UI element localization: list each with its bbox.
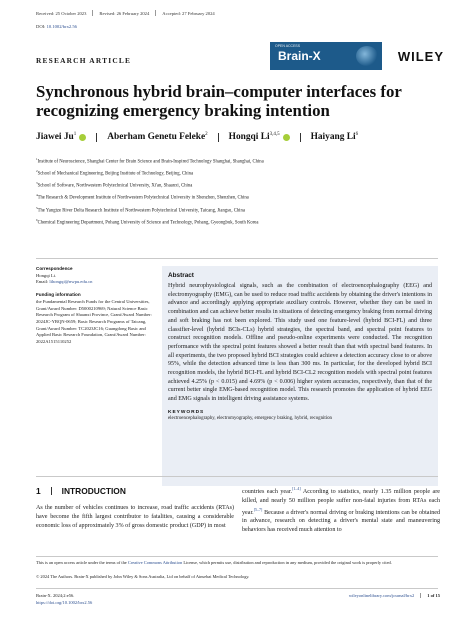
article-title: Synchronous hybrid brain–computer interfaces for recognizing emergency braking intention <box>36 82 402 120</box>
article-dates <box>36 10 215 16</box>
correspondence-heading: Correspondence <box>36 266 73 271</box>
funding-heading: Funding information <box>36 292 81 298</box>
keywords-heading: KEYWORDS <box>168 409 205 415</box>
date-separator <box>92 10 93 16</box>
abstract-heading: Abstract <box>168 272 194 279</box>
author-separator <box>300 133 301 142</box>
section-number: 1 <box>36 486 41 496</box>
license-link[interactable]: Creative Commons Attribution <box>127 560 183 565</box>
body-column-right: countries each year.[1–4] According to statistics, nearly 1.35 million people are killed, and nearly 50 million people suffer non-fatal injuries from RTAs each year.[5–7] Because a driver's normal driving or braking intentions can be obtained in advance, research on detecting a driver's mental state and maneuvering behaviors has received much attention to <box>242 486 440 534</box>
publisher-logo[interactable]: WILEY <box>397 48 444 64</box>
license-notice: This is an open access article under the terms of the Creative Commons Attribution License, which permits use, distribution and reproduction in any medium, provided the original work is properly cited. <box>36 560 392 565</box>
article-sidebar <box>36 266 156 346</box>
doi-label: DOI: <box>36 24 47 29</box>
divider <box>36 258 438 259</box>
affiliations <box>36 155 456 228</box>
funding-text: the Fundamental Research Funds for the Central Universities, Grant/Award Number: D5000210969; Natural Science Basic Research Program of Shaanxi Province, Grant/Award Number: 2024JC-YBQN-0659; Basic Research Programs of Taicang, Grant/Award Number: TC2023JC16; Guangdong Basic and Applied Basic Research Foundation, Grant/Award Number: 2022A1515110252 <box>36 298 152 345</box>
footer-doi-link[interactable]: https://doi.org/10.1002/brx2.56 <box>36 599 93 605</box>
author-name[interactable]: Jiawei Ju$^1$ <box>36 132 77 143</box>
author-list <box>36 132 358 142</box>
affiliation-item: $^3$School of Software, Northwestern Polytechnical University, Xi'an, Shaanxi, China <box>36 181 193 189</box>
journal-citation: Brain-X. 2024;2:e56. <box>36 593 75 598</box>
affiliation-item: $^2$School of Mechanical Engineering, Beijing Institute of Technology, Beijing, China <box>36 169 194 177</box>
journal-name: Brain-X <box>278 49 321 63</box>
affiliation-item: $^4$The Research & Development Institute of Northwestern Polytechnical University in Shenzhen, Shenzhen, China <box>36 193 249 202</box>
journal-url-link[interactable]: wileyonlinelibrary.com/journal/brx2 <box>348 593 415 598</box>
divider <box>36 476 438 477</box>
journal-logo[interactable] <box>270 42 382 70</box>
email-link[interactable]: lihongqi@nwpu.edu.cn <box>49 279 93 285</box>
keywords-text: electroencephalography, electromyography, emergency braking, hybrid, recognition <box>168 415 332 421</box>
abstract-text: Hybrid neurophysiological signals, such as the combination of electroencephalography (EEG) and electromyography (EMG), can be used to reduce road traffic accidents by obtaining the driver's intentions in advance and accordingly applying appropriate auxiliary controls. However, whether they can be used in combination and can achieve better results in situations of detecting emergency braking from normal driving and soft braking has not been explored. This study used one feature-level (hybrid BCI-FL) and three classifier-level (hybrid BCIs-CLs) hybrid strategies, the spectral band, and spectral point features to construct recognition models. Offline and pseudo-online experiments were conducted. The recognition performance with the spectral point features showed a better result than that with spectral band features. In all experiments, the two proposed hybrid BCI strategies could achieve a detection accuracy close to or above 95%, while the detection advanced time is less than 300 ms. In particular, for the developed hybrid BCI recognition models, the hybrid BCI-FL and hybrid BCI-CL2 recognition models with spectral point features achieved 4.25% (p < 0.015) and 4.69% (p < 0.006) higher system accuracies, respectively, than that of the current better single EMG-based recognition model. This research promotes the application of hybrid EEG and EMG signals in intelligent driving assistance systems. <box>168 283 432 403</box>
citation-link[interactable]: [5–7] <box>253 506 263 512</box>
section-label: RESEARCH ARTICLE <box>36 56 132 65</box>
orcid-icon[interactable] <box>79 134 86 141</box>
affiliation-item: $^5$The Yangtze River Delta Research Institute of Northwestern Polytechnical University, Taicang, Jiangsu, China <box>36 205 245 214</box>
journal-banner <box>270 42 444 70</box>
received-date: Received: 25 October 2023 <box>36 10 87 16</box>
open-access-badge: OPEN ACCESS <box>275 44 301 48</box>
date-separator <box>155 10 156 16</box>
author-name[interactable]: Aberham Genetu Feleke$^2$ <box>107 132 208 143</box>
brain-graphic-icon <box>356 46 378 66</box>
correspondence-name: Hongqi Li. <box>36 272 57 278</box>
author-separator <box>96 133 97 142</box>
revised-date: Revised: 26 February 2024 <box>99 10 150 16</box>
section-title: INTRODUCTION <box>61 486 126 496</box>
affiliation-item: $^6$Chemical Engineering Department, Pohang University of Science and Technology, Pohang, Gyeongbuk, South Korea <box>36 217 259 226</box>
correspondence-email: Email: lihongqi@nwpu.edu.cn <box>36 279 93 285</box>
affiliation-item: $^1$Institute of Neuroscience, Shanghai Center for Brain Science and Brain-Inspired Technology Shanghai, Shanghai, China <box>36 157 264 165</box>
doi-link[interactable]: 10.1002/brx2.56 <box>46 24 77 29</box>
body-column-left: As the number of vehicles continues to increase, road traffic accidents (RTAs) have become the fifth largest contributor to fatalities, causing a considerable economic loss of approximately 3% of gross domestic product (GDP) in most <box>36 505 234 529</box>
doi-line <box>36 24 77 29</box>
abstract-box <box>162 266 438 486</box>
divider <box>36 588 438 589</box>
author-name[interactable]: Hongqi Li$^{3,4,5}$ <box>228 132 280 143</box>
footer-citation <box>36 593 92 606</box>
page-number: 1 of 15 <box>420 593 440 598</box>
section-heading <box>36 486 126 496</box>
orcid-icon[interactable] <box>283 134 290 141</box>
citation-link[interactable]: [1–4] <box>292 486 301 491</box>
copyright-notice: © 2024 The Authors. Brain-X published by John Wiley & Sons Australia, Ltd on behalf of Ainsebai Medical Technology. <box>36 574 250 579</box>
divider <box>36 556 438 557</box>
footer-right <box>349 593 440 598</box>
author-separator <box>218 133 219 142</box>
author-name[interactable]: Haiyang Li$^6$ <box>310 132 359 143</box>
heading-separator <box>51 487 52 495</box>
accepted-date: Accepted: 27 February 2024 <box>162 10 215 16</box>
